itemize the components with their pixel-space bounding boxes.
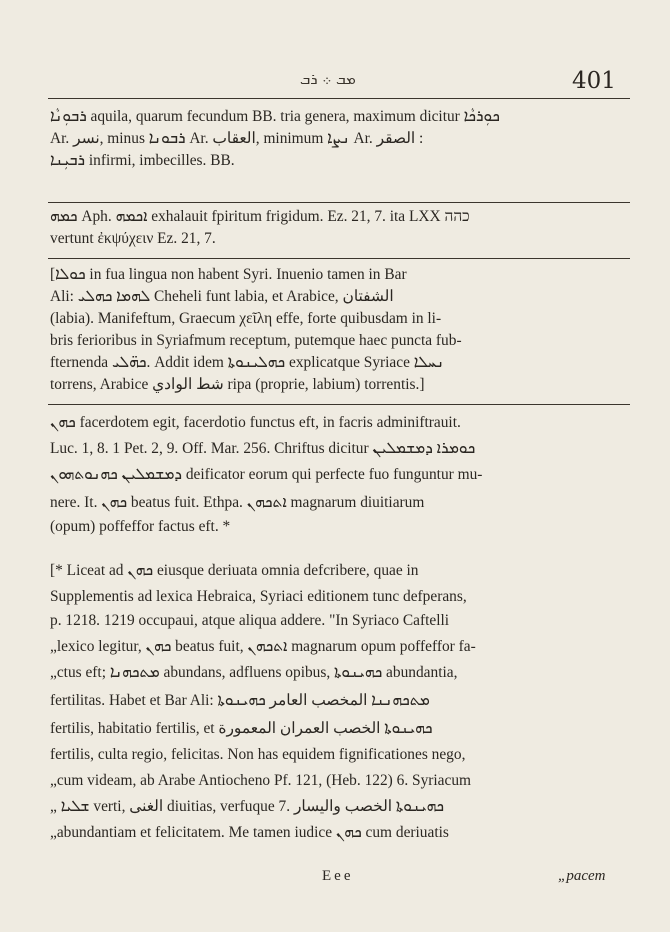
entry-line: bris ferioribus in Syriafmum receptum, putemque haec puncta fub- (50, 332, 462, 349)
entry-line: vertunt ἐκψύχειν Ez. 21, 7. (50, 230, 216, 247)
entry-line: „cum videam, ab Arabe Antiocheno Pf. 121, (Heb. 122) 6. Syriacum (50, 772, 472, 789)
entry-line: „ctus eft; ܡܬܟܗܢܐ abundans, adfluens opibus, ܟܗܝܢܘܬܐ abundantia, (50, 664, 458, 681)
entry-line: Luc. 1, 8. 1 Pet. 2, 9. Off. Mar. 256. Chriftus dicitur ܟܘܡܪܐ ܕܡܫܡܠܝܢ (50, 440, 476, 457)
entry-line: Supplementis ad lexica Hebraica, Syriaci editionem tunc defperans, (50, 588, 467, 605)
entry-line: [ܟܘܠܐ in fua lingua non habent Syri. Inuenio tamen in Bar (50, 266, 407, 283)
entry-line: ܕܡܫܡܠܝܢ ܟܗܢܘܬܗܘܢ deificator eorum qui perfecte fuo funguntur mu- (50, 466, 483, 483)
entry-rule (48, 404, 630, 405)
entry-line: „lexico legitur, ܟܗܢ beatus fuit, ܐܬܟܗܢ magnarum opum poffeffor fa- (50, 638, 476, 655)
entry-line: Ali: ܠܗܡܐ ܟܗܠܝ Cheheli funt labia, et Arabice, الشفتان (50, 288, 394, 305)
entry-line: ܟܡܗ Aph. ܐܟܡܗ exhalauit fpiritum frigidum. Ez. 21, 7. ita LXX כהה (50, 208, 470, 225)
entry-line: (labia). Manifeftum, Graecum χεῖλη effe, forte quibusdam in li- (50, 310, 442, 327)
header-rule (48, 98, 630, 99)
entry-line: ܪܒܝܼܢܐ infirmi, imbecilles. BB. (50, 152, 235, 169)
signature-mark: Eee (322, 868, 354, 884)
page-number: 401 (572, 68, 616, 94)
entry-rule (48, 258, 630, 259)
entry-line: ܟܗܢ facerdotem egit, facerdotio functus eft, in facris adminiftrauit. (50, 414, 461, 431)
entry-line: fertilis, habitatio fertilis, et ܟܗܝܢܘܬܐ الخصب العمران المعمورة (50, 720, 433, 737)
entry-line: „ ܫܠܝܐ verti, الغنى diuitias, verfuque 7. ܟܗܝܢܘܬܐ الخصب واليسار (50, 798, 445, 815)
entry-line: nere. It. ܟܗܢ beatus fuit. Ethpa. ܐܬܟܗܢ magnarum diuitiarum (50, 494, 425, 511)
entry-line: „abundantiam et felicitatem. Me tamen iudice ܟܗܢ cum deriuatis (50, 824, 449, 841)
entry-line: [* Liceat ad ܟܗܢ eiusque deriuata omnia defcribere, quae in (50, 562, 419, 579)
running-head-syriac: ܡܒ ܀ ܪܒ (300, 70, 356, 88)
entry-line: fternenda ܟܗ̈ܠܝ. Addit idem ܟܗܠܝܢܘܬܐ explicatque Syriace ܢܚܠܐ (50, 354, 445, 371)
entry-line: ܪܒܘܼܢܵܐ aquila, quarum fecundum BB. tria genera, maximum dicitur ܟܘܼܪܟܵܐ (50, 108, 500, 125)
entry-line: p. 1218. 1219 occupaui, atque aliqua addere. "In Syriaco Caftelli (50, 612, 450, 629)
entry-line: (opum) poffeffor factus eft. * (50, 518, 231, 535)
entry-line: torrens, Arabice شط الوادي ripa (proprie, labium) torrentis.] (50, 376, 425, 393)
entry-line: Ar. نسر, minus ܪܒܘܢܐ Ar. العقاب, minimum ܢܨܐ Ar. الصقر : (50, 130, 424, 147)
catchword: „pacem (558, 868, 606, 884)
entry-line: fertilis, culta regio, felicitas. Non has equidem fignificationes nego, (50, 746, 466, 763)
entry-line: fertilitas. Habet et Bar Ali: ܡܬܟܗܢܢܐ المخصب العامر ܟܗܝܢܘܬܐ (50, 692, 430, 709)
entry-rule (48, 202, 630, 203)
